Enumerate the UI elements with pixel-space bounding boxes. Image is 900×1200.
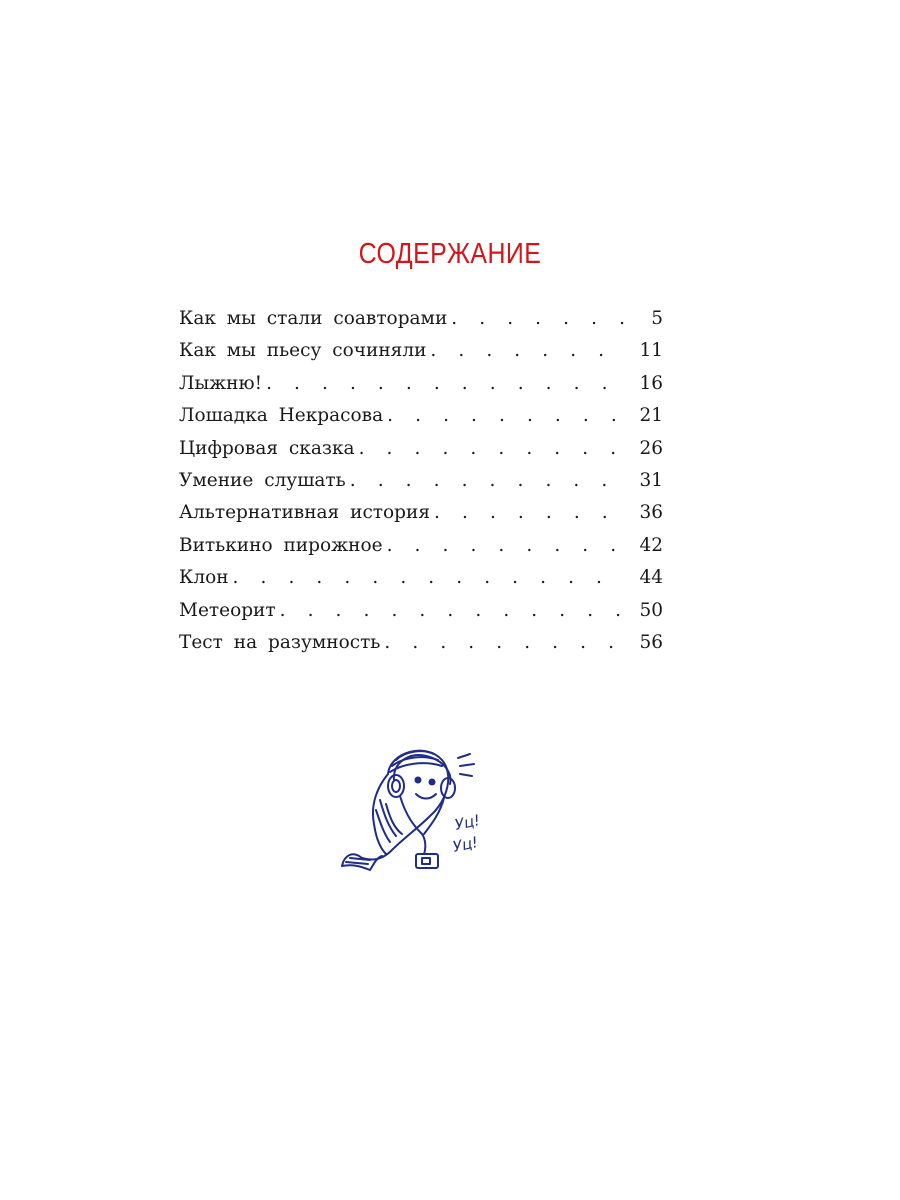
toc-leader-dots: [266, 373, 625, 394]
toc-leader-dots: [451, 308, 625, 329]
toc-entry-page: 50: [639, 599, 663, 621]
toc-leader-dots: [384, 632, 625, 653]
left-earcup: [388, 775, 404, 797]
toc-entry-title: Метеорит: [179, 599, 276, 621]
toc-entry: [179, 470, 663, 502]
toc-entry-page: 42: [639, 534, 663, 556]
toc-entry-page: 56: [639, 631, 663, 653]
toc-entry-page: 26: [639, 437, 663, 459]
fish-body-outline: [362, 751, 448, 860]
toc-leader-dots: [350, 470, 625, 491]
toc-entry-title: Как мы стали соавторами: [179, 308, 448, 329]
smile: [416, 794, 436, 799]
fish-back-outline: [373, 774, 388, 854]
illustration-caption-line1: Уц!: [453, 811, 482, 834]
page-title: СОДЕРЖАНИЕ: [358, 238, 542, 270]
toc-entry-page: 11: [639, 340, 663, 362]
toc-leader-dots: [280, 600, 625, 621]
fish-with-headphones-illustration: [330, 730, 490, 890]
toc-entry-page: 31: [639, 469, 663, 491]
toc-entry: [179, 535, 663, 567]
toc-entry-page: 5: [651, 308, 663, 329]
toc-leader-dots: [359, 438, 625, 459]
toc-entry-title: Как мы пьесу сочиняли: [179, 340, 427, 362]
toc-entry-page: 16: [639, 372, 663, 394]
toc-entry-page: 21: [639, 405, 663, 427]
toc-leader-dots: [233, 567, 625, 588]
toc-leader-dots: [387, 535, 625, 556]
toc-entry-title: Клон: [179, 567, 229, 589]
toc-entry-title: Альтернативная история: [179, 502, 431, 524]
toc-entry: [179, 567, 663, 599]
toc-entry-title: Цифровая сказка: [179, 437, 355, 459]
toc-leader-dots: [434, 502, 625, 523]
toc-leader-dots: [430, 340, 625, 361]
toc-leader-dots: [387, 405, 625, 426]
toc-entry-page: 44: [639, 567, 663, 589]
toc-entry-page: 36: [639, 502, 663, 524]
toc-entry: [179, 632, 663, 664]
music-player: [416, 854, 438, 868]
toc-entry: [179, 405, 663, 437]
toc-entry-title: Витькино пирожное: [179, 534, 383, 556]
toc-entry: [179, 373, 663, 405]
toc-entry-title: Лошадка Некрасова: [179, 405, 384, 427]
toc-entry-title: Умение слушать: [179, 469, 346, 491]
toc-entry-title: Тест на разумность: [179, 631, 381, 653]
toc-entry: [179, 600, 663, 632]
toc-entry-title: Лыжню!: [179, 372, 263, 394]
toc-entry: [179, 502, 663, 534]
illustration-caption-line2: Уц!: [451, 833, 480, 856]
toc-entry: [179, 308, 663, 340]
toc-entry: [179, 340, 663, 372]
table-of-contents: [179, 308, 663, 664]
toc-entry: [179, 438, 663, 470]
